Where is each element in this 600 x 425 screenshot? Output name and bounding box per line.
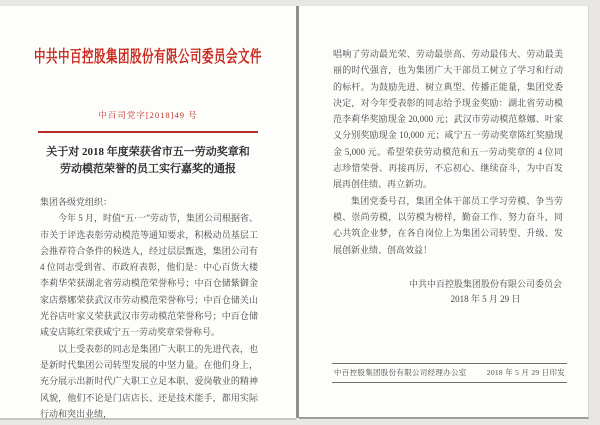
paragraph-1: 今年 5 月，时值“五·一”劳动节，集团公司根据省、市关于评选表彰劳动模范等通知要求，积极动员基层工会推荐符合条件的候选人，经过层层甄选，集团公司有 4 位同志受到省、市政府表彰，他们是：中心百货大楼李莉华荣获湖北省劳动模范荣誉称号；中百仓储紫御金家店蔡娜荣获武汉市劳动模范荣誉称号；中百仓储关山光谷店叶家义荣获武汉市劳动模范荣誉称号；中百仓储咸安店陈红荣获咸宁五一劳动奖章荣誉称号。 <box>40 213 258 338</box>
footer-print-date: 2018 年 5 月 29 日印发 <box>486 368 565 377</box>
paragraph-3: 唱响了劳动最光荣、劳动最崇高、劳动最伟大、劳动最美丽的时代强音，也为集团广大干部员工树立了学习和行动的标杆。为鼓励先进、树立典型、传播正能量，集团党委决定，对今年受表彰的同志给予现金奖励：湖北省劳动模范李莉华奖励现金 20,000 元；武汉市劳动模范蔡娜、叶家义分别奖励现金 10,000 元；咸宁五一劳动奖章陈红奖励现金 5,000 元。希望荣获劳动模范和五一劳动奖章的 4 位同志珍惜荣誉、再接再厉，不忘初心、继续奋斗，为中百发展再创佳绩、再立新功。 <box>333 49 563 190</box>
paragraph-4: 集团党委号召，集团全体干部员工学习劳模、争当劳模、崇尚劳模，以劳模为榜样，勤奋工作、努力奋斗，同心共筑企业梦，在各自岗位上为集团公司转型、升级、发展创新业绩、创高效益！ <box>333 195 563 255</box>
signature-block <box>409 277 562 307</box>
paragraph-2: 以上受表彰的同志是集团广大职工的先进代表，也是新时代集团公司转型发展的中坚力量。在他们身上，充分展示出新时代广大职工立足本职、爱岗敬业的精神风貌，他们不论是门店店长、还是技术能手，都用实际行动和突出业绩， <box>40 343 258 419</box>
document-page-right <box>299 6 589 419</box>
document-page-left <box>0 6 296 420</box>
salutation: 集团各级党组织： <box>40 197 113 207</box>
document-title-line1: 关于对 2018 年度荣获省市五一劳动奖章和 <box>46 146 250 158</box>
document-title <box>20 144 276 178</box>
signature-organization: 中共中百控股集团股份有限公司委员会 <box>408 279 562 289</box>
right-page-body <box>333 46 563 261</box>
red-header-rule <box>38 131 258 133</box>
document-title-line2: 劳动模范荣誉的员工实行嘉奖的通报 <box>60 163 236 175</box>
left-page-body <box>40 194 258 419</box>
signature-date: 2018 年 5 月 29 日 <box>450 294 521 304</box>
footer-issuing-office: 中百控股集团股份有限公司经理办公室 <box>334 368 467 377</box>
red-header-title: 中共中百控股集团股份有限公司委员会文件 <box>34 48 262 67</box>
document-number: 中百司党字[2018]49 号 <box>98 110 198 120</box>
footer-imprint <box>332 363 567 383</box>
